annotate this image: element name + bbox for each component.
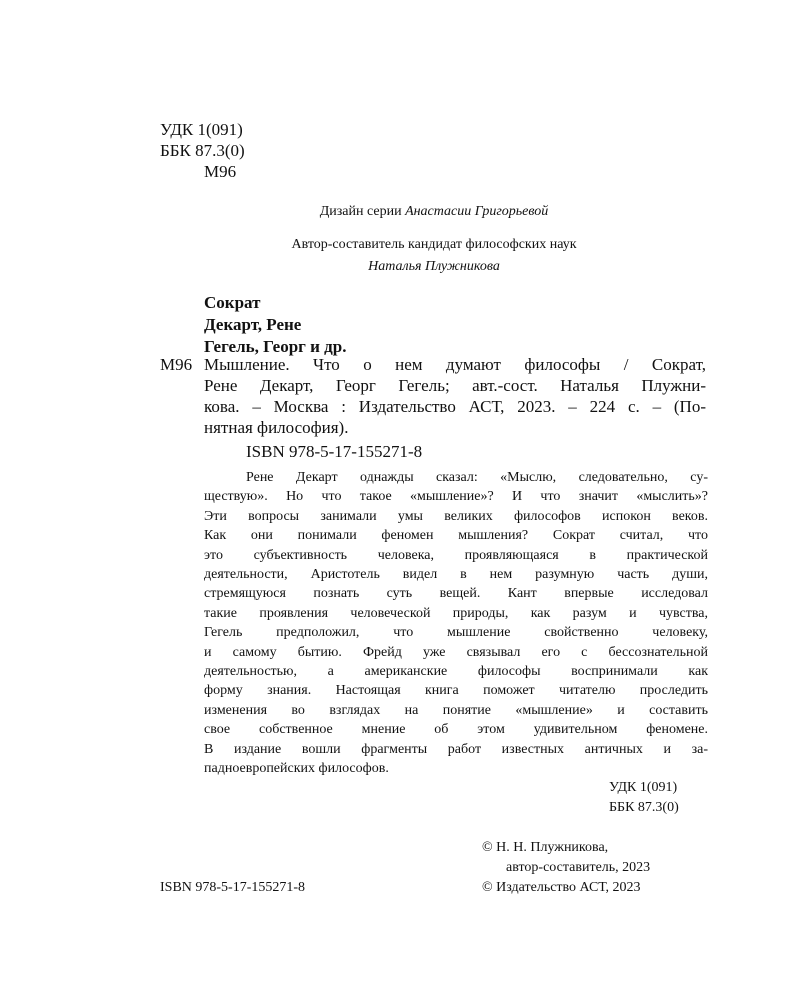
- annotation-line: Гегель предположил, что мышление свойственно человеку,: [204, 625, 708, 641]
- annotation-udk: УДК 1(091): [609, 780, 678, 795]
- annotation-line: изменения во взглядах на понятие «мышление» и составить: [204, 702, 708, 718]
- annotation-line: Рене Декарт однажды сказал: «Мыслю, следовательно, су-: [246, 470, 708, 485]
- copyright-publisher: © Издательство АСТ, 2023: [482, 880, 641, 895]
- bib-entry-line: нятная философия).: [204, 418, 349, 437]
- annotation-line: форму знания. Настоящая книга поможет читателю проследить: [204, 683, 708, 699]
- annotation-text: [204, 468, 708, 779]
- annotation-line: свое собственное мнение об этом удивительном феномене.: [204, 722, 708, 738]
- annotation-line: такие проявления человеческой природы, как разум и чувства,: [204, 605, 708, 621]
- annotation-line: Как они понимали феномен мышления? Сократ считал, что: [204, 528, 708, 544]
- bib-entry-line: Мышление. Что о нем думают философы / Сократ,: [204, 355, 706, 374]
- bib-entry-line: Рене Декарт, Георг Гегель; авт.-сост. Наталья Плужни-: [204, 376, 706, 395]
- bbk-code: ББК 87.3(0): [160, 141, 245, 160]
- annotation-line: падноевропейских философов.: [204, 761, 389, 777]
- author-descartes: Декарт, Рене: [204, 315, 302, 334]
- annotation-line: и самому бытию. Фрейд уже связывал его с бессознательной: [204, 644, 708, 660]
- author-mark: М96: [204, 162, 237, 181]
- annotation-line: деятельностью, а американские философы воспринимали как: [204, 664, 708, 680]
- annotation-line: стремящуюся познать суть вещей. Кант впервые исследовал: [204, 586, 708, 602]
- annotation-line: В издание вошли фрагменты работ известных античных и за-: [204, 741, 708, 757]
- author-socrates: Сократ: [204, 293, 261, 312]
- annotation-line: Эти вопросы занимали умы великих философов испокон веков.: [204, 508, 708, 524]
- series-design-name: Анастасии Григорьевой: [405, 204, 549, 219]
- bib-entry-text: [204, 354, 706, 438]
- compiler-name: Наталья Плужникова: [368, 259, 500, 274]
- annotation-line: деятельности, Аристотель видел в нем разумную часть души,: [204, 567, 708, 583]
- author-hegel: Гегель, Георг и др.: [204, 337, 347, 356]
- compiler-title: Автор-составитель кандидат философских наук: [291, 237, 577, 252]
- annotation-bbk: ББК 87.3(0): [609, 800, 679, 815]
- copyright-compiler: © Н. Н. Плужникова,: [482, 840, 609, 855]
- series-design-credit: [0, 202, 800, 221]
- udk-code: УДК 1(091): [160, 120, 243, 139]
- isbn-footer: ISBN 978-5-17-155271-8: [160, 880, 306, 895]
- bib-entry-mark: М96: [160, 355, 193, 374]
- annotation-line: ществую». Но что такое «мышление»? И что значит «мыслить»?: [204, 489, 708, 505]
- annotation-line: это субъективность человека, проявляющаяся в практической: [204, 547, 708, 563]
- isbn-main: ISBN 978-5-17-155271-8: [246, 442, 423, 461]
- bib-entry-line: кова. – Москва : Издательство АСТ, 2023. – 224 с. – (По-: [204, 397, 706, 416]
- copyright-compiler-role: автор-составитель, 2023: [506, 860, 651, 875]
- series-design-prefix: Дизайн серии: [319, 204, 406, 219]
